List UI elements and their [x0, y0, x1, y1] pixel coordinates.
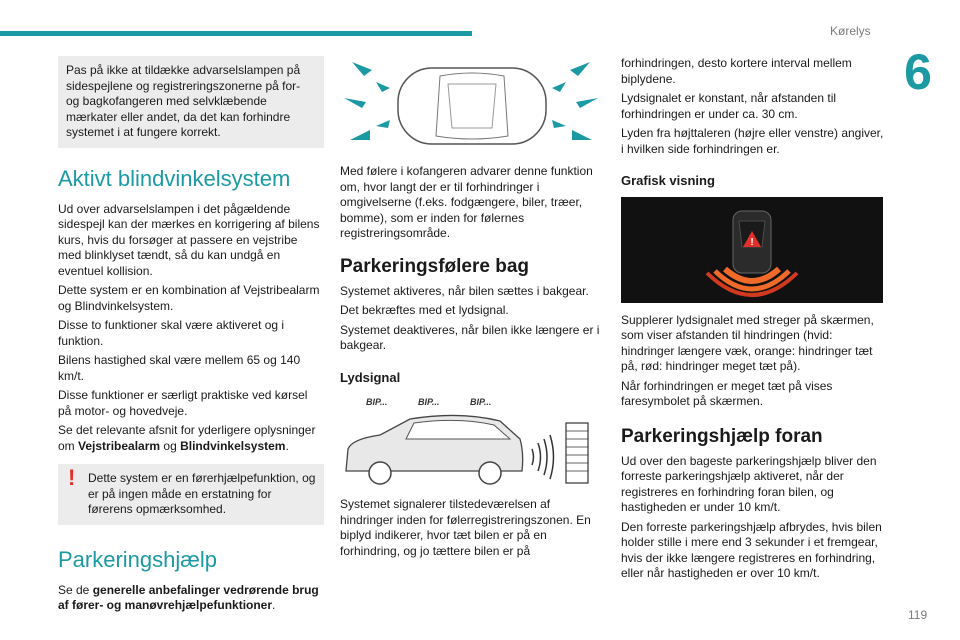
header-accent-bar	[0, 31, 472, 36]
section-title: Kørelys	[830, 24, 871, 38]
warning-box	[58, 464, 324, 525]
heading-rear-sensors: Parkeringsfølere bag	[340, 255, 530, 277]
paragraph: Se de generelle anbefalinger vedrørende brug af fører- og manøvrehjælpefunktioner.	[58, 582, 319, 612]
heading-front-parking-assist: Parkeringshjælp foran	[621, 425, 823, 447]
car-side-beep-icon	[340, 393, 602, 489]
paragraph: Bilens hastighed skal være mellem 65 og 140 km/t.	[58, 353, 301, 383]
column-2	[340, 56, 604, 563]
bip-label: BIP...	[418, 397, 440, 407]
reference-paragraph: Se det relevante afsnit for yderligere oplysninger om Vejstribealarm og Blindvinkelsystem.	[58, 423, 316, 453]
paragraph: Systemet signalerer tilstedeværelsen af hindringer inden for følerregistreringszonen. En biplyd indikerer, hvor tæt bilen er på en forhindring, og jo tættere bilen er på	[340, 497, 591, 558]
svg-text:!: !	[750, 236, 754, 248]
bip-label: BIP...	[470, 397, 492, 407]
paragraph: forhindringen, desto kortere interval mellem biplydene.	[621, 56, 852, 86]
heading-sound-signal: Lydsignal	[340, 369, 401, 385]
paragraph: Dette system er en kombination af Vejstribealarm og Blindvinkelsystem.	[58, 283, 320, 313]
paragraph: Lyden fra højttaleren (højre eller venstre) angiver, i hvilken side forhindringen er.	[621, 126, 884, 156]
chapter-number: 6	[904, 44, 932, 100]
paragraph: Lydsignalet er konstant, når afstanden til forhindringen er under ca. 30 cm.	[621, 91, 837, 121]
car-top-view-sensors-icon	[340, 56, 602, 156]
paragraph: Når forhindringen er meget tæt på vises faresymbolet på skærmen.	[621, 378, 833, 408]
column-1	[58, 56, 324, 618]
heading-parking-assist: Parkeringshjælp	[58, 546, 217, 572]
paragraph: Systemet aktiveres, når bilen sættes i bakgear.	[340, 283, 589, 298]
bip-label: BIP...	[366, 397, 388, 407]
heading-graphic-display: Grafisk visning	[621, 173, 715, 188]
paragraph: Disse to funktioner skal være aktiveret og i funktion.	[58, 318, 285, 348]
page-number: 119	[908, 608, 928, 622]
parking-screen-icon	[621, 197, 883, 303]
paragraph: Systemet deaktiveres, når bilen ikke længere er i bakgear.	[340, 322, 600, 352]
paragraph: Supplerer lydsignalet med streger på skærmen, som viser afstanden til hindringen (hvid: hindringer længere væk, orange: hindringer tæt på, rød: hindringer meget tæt på).	[621, 312, 874, 373]
paragraph: Ud over advarselslampen i det pågældende sidespejl kan der mærkes en korrigering af bilens kurs, hvis du forsøger at passere en vejstribe med blinklyset tændt, så du kan undgå en eventuel kollision.	[58, 201, 320, 278]
column-3	[621, 56, 889, 586]
info-box	[58, 56, 324, 148]
intro-paragraph: Med følere i kofangeren advarer denne funktion om, hvor langt der er til forhindringer i omgivelserne (f.eks. fodgængere, biler, træer, bomme), som er inden for følernes registreringsområde.	[340, 164, 593, 240]
warning-text: Dette system er en førerhjælpefunktion, og er på ingen måde en erstatning for førerens opmærksomhed.	[88, 471, 316, 516]
paragraph: Den forreste parkeringshjælp afbrydes, hvis bilen holder stille i mere end 3 sekunder i et fremgear, hvis der ikke længere registreres en forhindring, eller når hastigheden er over 10 km/t.	[621, 519, 882, 580]
heading-blind-spot: Aktivt blindvinkelsystem	[58, 165, 291, 191]
warning-exclamation-icon: !	[68, 465, 76, 490]
note-text: Pas på ikke at tildække advarselslampen på sidespejlene og registreringszonerne på for- og bagkofangeren med selvklæbende mærkater eller andet, da det kan forhindre systemet i at fungere korrekt.	[66, 63, 301, 139]
paragraph: Det bekræftes med et lydsignal.	[340, 303, 509, 317]
paragraph: Ud over den bageste parkeringshjælp bliver den forreste parkeringshjælp aktiveret, når der registreres en forhindring foran bilen, og hastigheden er under 10 km/t.	[621, 453, 877, 514]
paragraph: Disse funktioner er særligt praktiske ved kørsel på motor- og hovedveje.	[58, 388, 308, 418]
